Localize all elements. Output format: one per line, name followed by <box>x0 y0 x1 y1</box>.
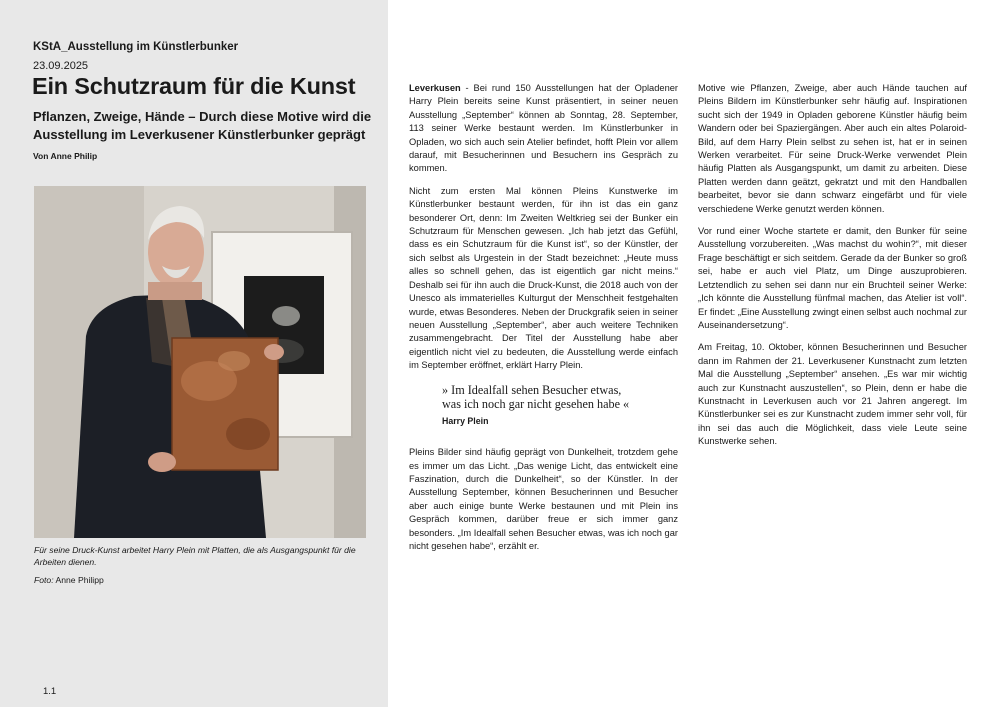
article-paragraph: Vor rund einer Woche startete er damit, den Bunker für seine Ausstellung vorzubereiten. „Was machst du wohin?“, mit dieser Frage beschäftigt er sich seitdem. Gerade da der Bunker so groß sei, habe er auch viel Platz, um Dinge auszuprobieren. Letztendlich zu sehen sei dann nur ein Bruchteil seiner Werke: „Ich könnte die Ausstellung fünfmal machen, das Atelier ist voll“. Er findet: „Eine Ausstellung zwingt einen selbst auch nochmal zur Auseinandersetzung“. <box>698 226 967 330</box>
article-column-2 <box>698 82 967 458</box>
photo-credit-name: Anne Philipp <box>55 575 104 585</box>
subheadline: Pflanzen, Zweige, Hände – Durch diese Motive wird die Ausstellung im Leverkusener Künstlerbunker geprägt <box>33 109 372 142</box>
pull-quote-text: » Im Idealfall sehen Besucher etwas, was ich noch gar nicht gesehen habe « <box>442 382 630 411</box>
article-paragraph: Am Freitag, 10. Oktober, können Besucherinnen und Besucher dann im Rahmen der 21. Leverkusener Kunstnacht zum letzten Mal die Ausstellung „September“ ansehen. „Es war mir wichtig auch zur Kunstnacht auszustellen“, so Plein, denn er habe die Kunstnacht in Leverkusen auch vor 21 Jahren angeregt. Im Künstlerbunker sei es zur Kunstnacht zudem immer sehr voll, für ihn sei das auch die Möglichkeit, dass viele Leute seine Kunstwerke sehen. <box>698 342 967 447</box>
publication-date: 23.09.2025 <box>33 60 89 72</box>
dateline: Leverkusen <box>409 83 461 93</box>
kicker: KStA_Ausstellung im Künstlerbunker <box>33 41 239 53</box>
article-paragraph: Nicht zum ersten Mal können Pleins Kunstwerke im Künstlerbunker bestaunt werden, für ihn ist das ein ganz besonderer Ort, denn: Im Zweiten Weltkrieg sei der Bunker ein Schutzraum für Menschen gewesen. „Ich hab jetzt das Gefühl, dass es ein Schutzraum für die Kunst ist“, so der Künstler, der sich selbst als Urgestein in der Stadt bezeichnet: „Heute muss alles so schnell gehen, das ist eigentlich gar nicht meins.“ Deshalb sei für ihn auch die Druck-Kunst, die 2018 auch von der Unesco als immaterielles Kulturgut der Menschheit festgehalten wurde, etwas Besonderes. Neben der Druckgrafik seien in seiner neuen Ausstellung „September“, aber auch weitere Techniken zusammengebracht. Der Titel der Ausstellung habe aber eigentlich nicht viel zu bedeuten, die Ausstellung werde einfach im September eröffnet, erklärt Harry Plein. <box>409 185 678 371</box>
article-paragraph: Pleins Bilder sind häufig geprägt von Dunkelheit, trotzdem gehe es immer um das Licht. „Das wenige Licht, das entwickelt eine Faszination, durch die Dunkelheit“, so der Künstler. In der Ausstellung September, können Besucherinnen und Besucher aber auch einige bunte Werke bestaunen und mit Plein ins Gespräch kommen, darüber freue er sich immer ganz besonders. „Im Idealfall sehen Besucher etwas, was ich noch gar nicht gesehen habe“, erzählt er. <box>409 447 678 551</box>
article-paragraph: Motive wie Pflanzen, Zweige, aber auch Hände tauchen auf Pleins Bildern im Künstlerbunker sehr häufig auf. Inspirationen sucht sich der 1949 in Opladen geborene Künstler häufig beim Wandern oder bei Spaziergängen. Aber auch ein altes Polaroid-Bild, auf dem Harry Plein selbst zu sehen ist, hat er in seinen Werken verarbeitet. Für seine Druck-Werke verwendet Plein häufig Platten als Ausgangspunkt, um damit zu arbeiten. Diese Platten werden dann geätzt, gekratzt und mit den Handballen bearbeitet, bevor sie dann schwarz eingefärbt und für viele verschiedene Werke genutzt werden können. <box>698 83 967 214</box>
headline: Ein Schutzraum für die Kunst <box>32 73 356 99</box>
article-column-1 <box>409 82 678 562</box>
pull-quote-author: Harry Plein <box>442 415 489 426</box>
paragraph-text: - Bei rund 150 Ausstellungen hat der Opladener Harry Plein bereits seine Kunst präsentiert, in seiner neuen Ausstellung „September“ können ab Sonntag, 28. September, 113 seiner Werke bestaunt werden. Im Künstlerbunker in Opladen, wo sich auch sein Atelier befindet, hofft Plein vor allem darauf, mit Besucherinnen und Besuchern ins Gespräch zu kommen. <box>409 83 678 174</box>
page-number: 1.1 <box>43 686 57 697</box>
photo-credit <box>34 575 104 585</box>
photo-caption: Für seine Druck-Kunst arbeitet Harry Plein mit Platten, die als Ausgangspunkt für die Arbeiten dienen. <box>34 545 356 567</box>
article-paragraph <box>409 82 678 176</box>
pull-quote <box>442 383 632 429</box>
photo-credit-label: Foto: <box>34 575 54 585</box>
photo-illustration <box>34 186 366 538</box>
article-photo <box>34 186 366 538</box>
byline: Von Anne Philip <box>33 151 98 161</box>
